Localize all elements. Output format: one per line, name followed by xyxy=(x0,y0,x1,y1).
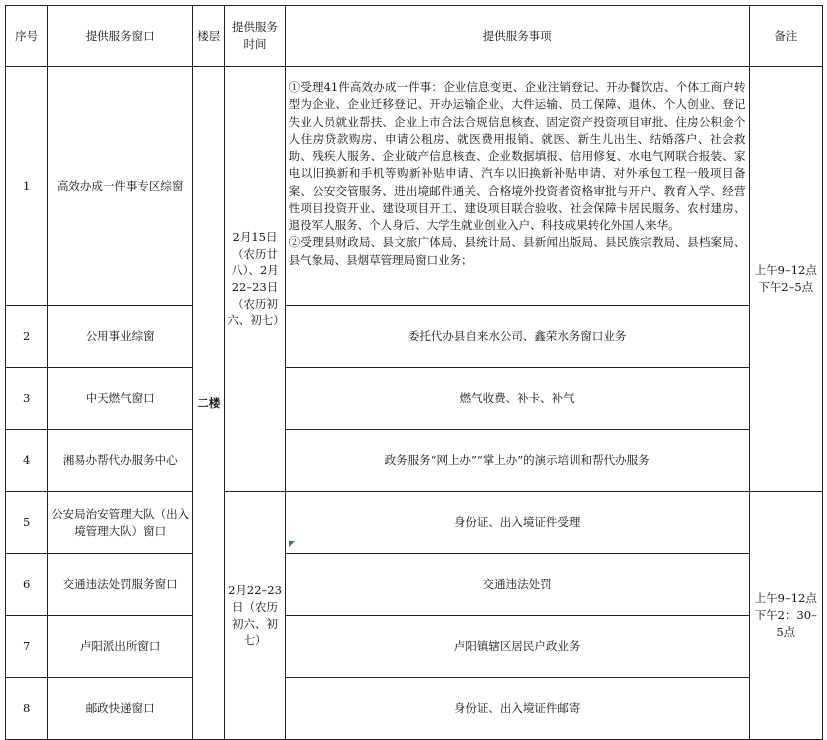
row-items: 身份证、出入境证件邮寄 xyxy=(285,678,749,740)
time-cell-group-2: 2月22–23日（农历初六、初七） xyxy=(225,492,285,740)
header-window: 提供服务窗口 xyxy=(48,6,193,67)
row-no: 4 xyxy=(6,430,48,492)
row-window: 湘易办帮代办服务中心 xyxy=(48,430,193,492)
row-no: 2 xyxy=(6,306,48,368)
table-row xyxy=(6,368,823,430)
header-row xyxy=(6,6,823,67)
row-no: 8 xyxy=(6,678,48,740)
note-cell-group-1: 上午9–12点 下午2–5点 xyxy=(749,67,823,492)
row-window: 邮政快递窗口 xyxy=(48,678,193,740)
table-row xyxy=(6,492,823,554)
row-items: 政务服务“网上办”“掌上办”的演示培训和帮代办服务 xyxy=(285,430,749,492)
header-items: 提供服务事项 xyxy=(285,6,749,67)
row-items: 交通违法处罚 xyxy=(285,554,749,616)
floor-cell: 二楼 xyxy=(193,67,225,740)
row-no: 3 xyxy=(6,368,48,430)
row-items: 卢阳镇辖区居民户政业务 xyxy=(285,616,749,678)
row-no: 1 xyxy=(6,67,48,306)
table-row xyxy=(6,616,823,678)
row-items: 燃气收费、补卡、补气 xyxy=(285,368,749,430)
row-window: 公安局治安管理大队（出入境管理大队）窗口 xyxy=(48,492,193,554)
row-items: 身份证、出入境证件受理 xyxy=(285,492,749,554)
cell-comment-marker xyxy=(289,541,295,547)
row-window: 公用事业综窗 xyxy=(48,306,193,368)
row-window: 卢阳派出所窗口 xyxy=(48,616,193,678)
row-no: 5 xyxy=(6,492,48,554)
row-window: 交通违法处罚服务窗口 xyxy=(48,554,193,616)
header-note: 备注 xyxy=(749,6,823,67)
row-no: 7 xyxy=(6,616,48,678)
row-items: 委托代办县自来水公司、鑫荣水务窗口业务 xyxy=(285,306,749,368)
table-row xyxy=(6,554,823,616)
row-window: 中天燃气窗口 xyxy=(48,368,193,430)
note-cell-group-2: 上午9–12点 下午2：30–5点 xyxy=(749,492,823,740)
header-time: 提供服务时间 xyxy=(225,6,285,67)
row-items: ①受理41件高效办成一件事：企业信息变更、企业注销登记、开办餐饮店、个体工商户转型为企业、企业迁移登记、开办运输企业、大件运输、员工保障、退休、个人创业、登记失业人员就业帮扶、企业上市合法合规信息核查、固定资产投资项目审批、住房公积金个人住房贷款购房、申请公租房、就医费用报销、就医、新生儿出生、结婚落户、社会救助、残疾人服务、企业破产信息核查、企业数据填报、信用修复、水电气网联合报装、家电以旧换新和手机等购新补贴申请、汽车以旧换新补贴申请、对外承包工程一般项目备案、公安交管服务、进出境邮件通关、合格境外投资者资格审批与开户、教育入学、经营性项目投资开业、建设项目开工、建设项目联合验收、社会保障卡居民服务、农村建房、退役军人服务、个人身后、大学生就业创业入户、科技成果转化外国人来华。 ②受理县财政局、县文旅广体局、县统计局、县新闻出版局、县民族宗教局、县档案局、县气象局、县烟草管理局窗口业务； xyxy=(285,67,749,306)
row-no: 6 xyxy=(6,554,48,616)
table-row xyxy=(6,678,823,740)
time-cell-group-1: 2月15日（农历廿八）、2月22–23日（农历初六、初七） xyxy=(225,67,285,492)
service-schedule-table xyxy=(5,5,823,740)
table-row xyxy=(6,306,823,368)
header-no: 序号 xyxy=(6,6,48,67)
row-window: 高效办成一件事专区综窗 xyxy=(48,67,193,306)
table-row xyxy=(6,430,823,492)
header-floor: 楼层 xyxy=(193,6,225,67)
table-row xyxy=(6,67,823,306)
